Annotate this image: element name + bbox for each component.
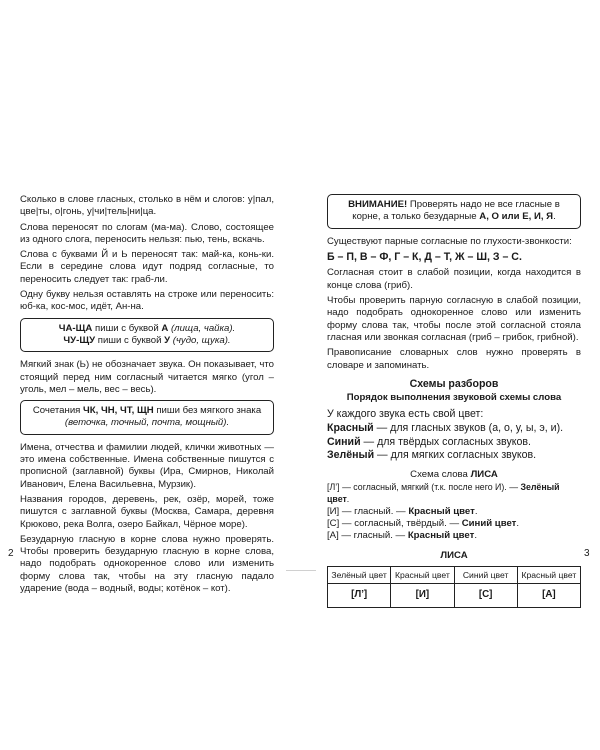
proper-names-paragraph: Имена, отчества и фамилии людей, клички животных — это имена собственные. Имена собственные пишутся с прописной (заглавной) буквы (Ира, Смирнов, Николай Иванович, Елена Васильевна, Мурзик). — [20, 441, 274, 490]
table-cell: Зелёный цвет — [328, 566, 391, 583]
page-number-right: 3 — [584, 548, 590, 559]
left-page — [20, 194, 274, 598]
cha-shcha-rule-box — [20, 318, 274, 353]
schemas-title: Схемы разборов — [409, 377, 499, 390]
table-title: ЛИСА — [440, 549, 468, 561]
unstressed-vowel-paragraph: Безударную гласную в корне слова нужно проверять. Чтобы проверить безударную гласную в корне слова, надо подобрать однокоренное слово или изменить форму слова так, чтобы на эту гласную падало ударение (вода – водный, воды; котёнок – кот). — [20, 533, 274, 595]
attention-box: ВНИМАНИЕ! Проверять надо не все гласные в корне, а только безударные А, О или Е, И, Я. — [327, 194, 581, 229]
chu-shchu-line: ЧУ-ЩУ пиши с буквой У (чудо, щука). — [63, 334, 231, 346]
table-header-row — [328, 566, 581, 583]
hyphenation-paragraph: Слова переносят по слогам (ма-ма). Слово, состоящее из одного слога, переносить нельзя: пью, тень, вскачь. — [20, 221, 274, 245]
schema-line-3: [С] — согласный, твёрдый. — Синий цвет. — [327, 518, 520, 530]
table-cell: [А] — [517, 584, 580, 607]
sound-colors-intro: У каждого звука есть свой цвет: — [327, 408, 484, 421]
syllables-paragraph: Сколько в слове гласных, столько в нём и слогов: у|пал, цве|ты, о|гонь, у|чи|тель|ни|ца. — [20, 194, 274, 218]
dictionary-words-paragraph: Правописание словарных слов нужно проверять в словаре и запоминать. — [327, 347, 581, 371]
word-schema-heading: Схема слова ЛИСА — [410, 468, 498, 480]
table-values-row — [328, 584, 581, 607]
schema-line-1: [Л’] — согласный, мягкий (т.к. после него И). — Зелёный цвет. — [327, 482, 560, 505]
page-number-left: 2 — [8, 548, 14, 559]
table-cell: Синий цвет — [454, 566, 517, 583]
single-letter-paragraph: Одну букву нельзя оставлять на строке или переносить: юб-ка, кос-мос, идёт, Ан-на. — [20, 289, 274, 313]
red-color-line: Красный — для гласных звуков (а, о, у, ы, э, и). — [327, 422, 564, 435]
schema-line-2: [И] — гласный. — Красный цвет. — [327, 505, 478, 517]
hyphenation-rule-paragraph: Слова с буквами Й и Ь переносят так: май-ка, конь-ки. Если в середине слова идут подряд согласные, то переносить следует так: граб-ли. — [20, 249, 274, 285]
green-color-line: Зелёный — для мягких согласных звуков. — [327, 449, 537, 462]
table-cell: Красный цвет — [517, 566, 580, 583]
check-consonant-paragraph: Чтобы проверить парную согласную в слабой позиции, надо подобрать однокоренное слово или изменить форму слова так, чтобы после этой согласной стояла гласная или звонкая согласная (гриб – грибок, грибной). — [327, 295, 581, 343]
cha-shcha-line: ЧА-ЩА пиши с буквой А (лища, чайка). — [58, 322, 236, 334]
sound-schema-table — [327, 566, 581, 608]
schema-subtitle: Порядок выполнения звуковой схемы слова — [346, 392, 562, 404]
chk-combinations-box: Сочетания ЧК, ЧН, ЧТ, ЩН пиши без мягкого знака (веточка, точный, почта, мощный). — [20, 400, 274, 435]
table-cell: [С] — [454, 584, 517, 607]
schema-line-4: [А] — гласный. — Красный цвет. — [327, 530, 478, 542]
table-cell: [И] — [391, 584, 454, 607]
consonant-pairs: Б – П, В – Ф, Г – К, Д – Т, Ж – Ш, З – С. — [327, 250, 522, 263]
paired-consonants-paragraph: Существуют парные согласные по глухости-звонкости: — [327, 235, 572, 247]
place-names-paragraph: Названия городов, деревень, рек, озёр, морей, тоже пишутся с заглавной буквы (Москва, Самара, деревня Крюково, река Волга, озеро Байкал, Чёрное море). — [20, 493, 274, 530]
page-divider — [286, 570, 316, 571]
table-cell: [Л’] — [328, 584, 391, 607]
weak-position-paragraph: Согласная стоит в слабой позиции, когда находится в конце слова (гриб). — [327, 267, 581, 291]
blue-color-line: Синий — для твёрдых согласных звуков. — [327, 435, 531, 448]
right-page — [327, 194, 581, 608]
soft-sign-paragraph: Мягкий знак (Ь) не обозначает звука. Он показывает, что стоящий перед ним согласный читается мягко (угол – уголь, мел – мель, вес – весь). — [20, 359, 274, 395]
table-cell: Красный цвет — [391, 566, 454, 583]
